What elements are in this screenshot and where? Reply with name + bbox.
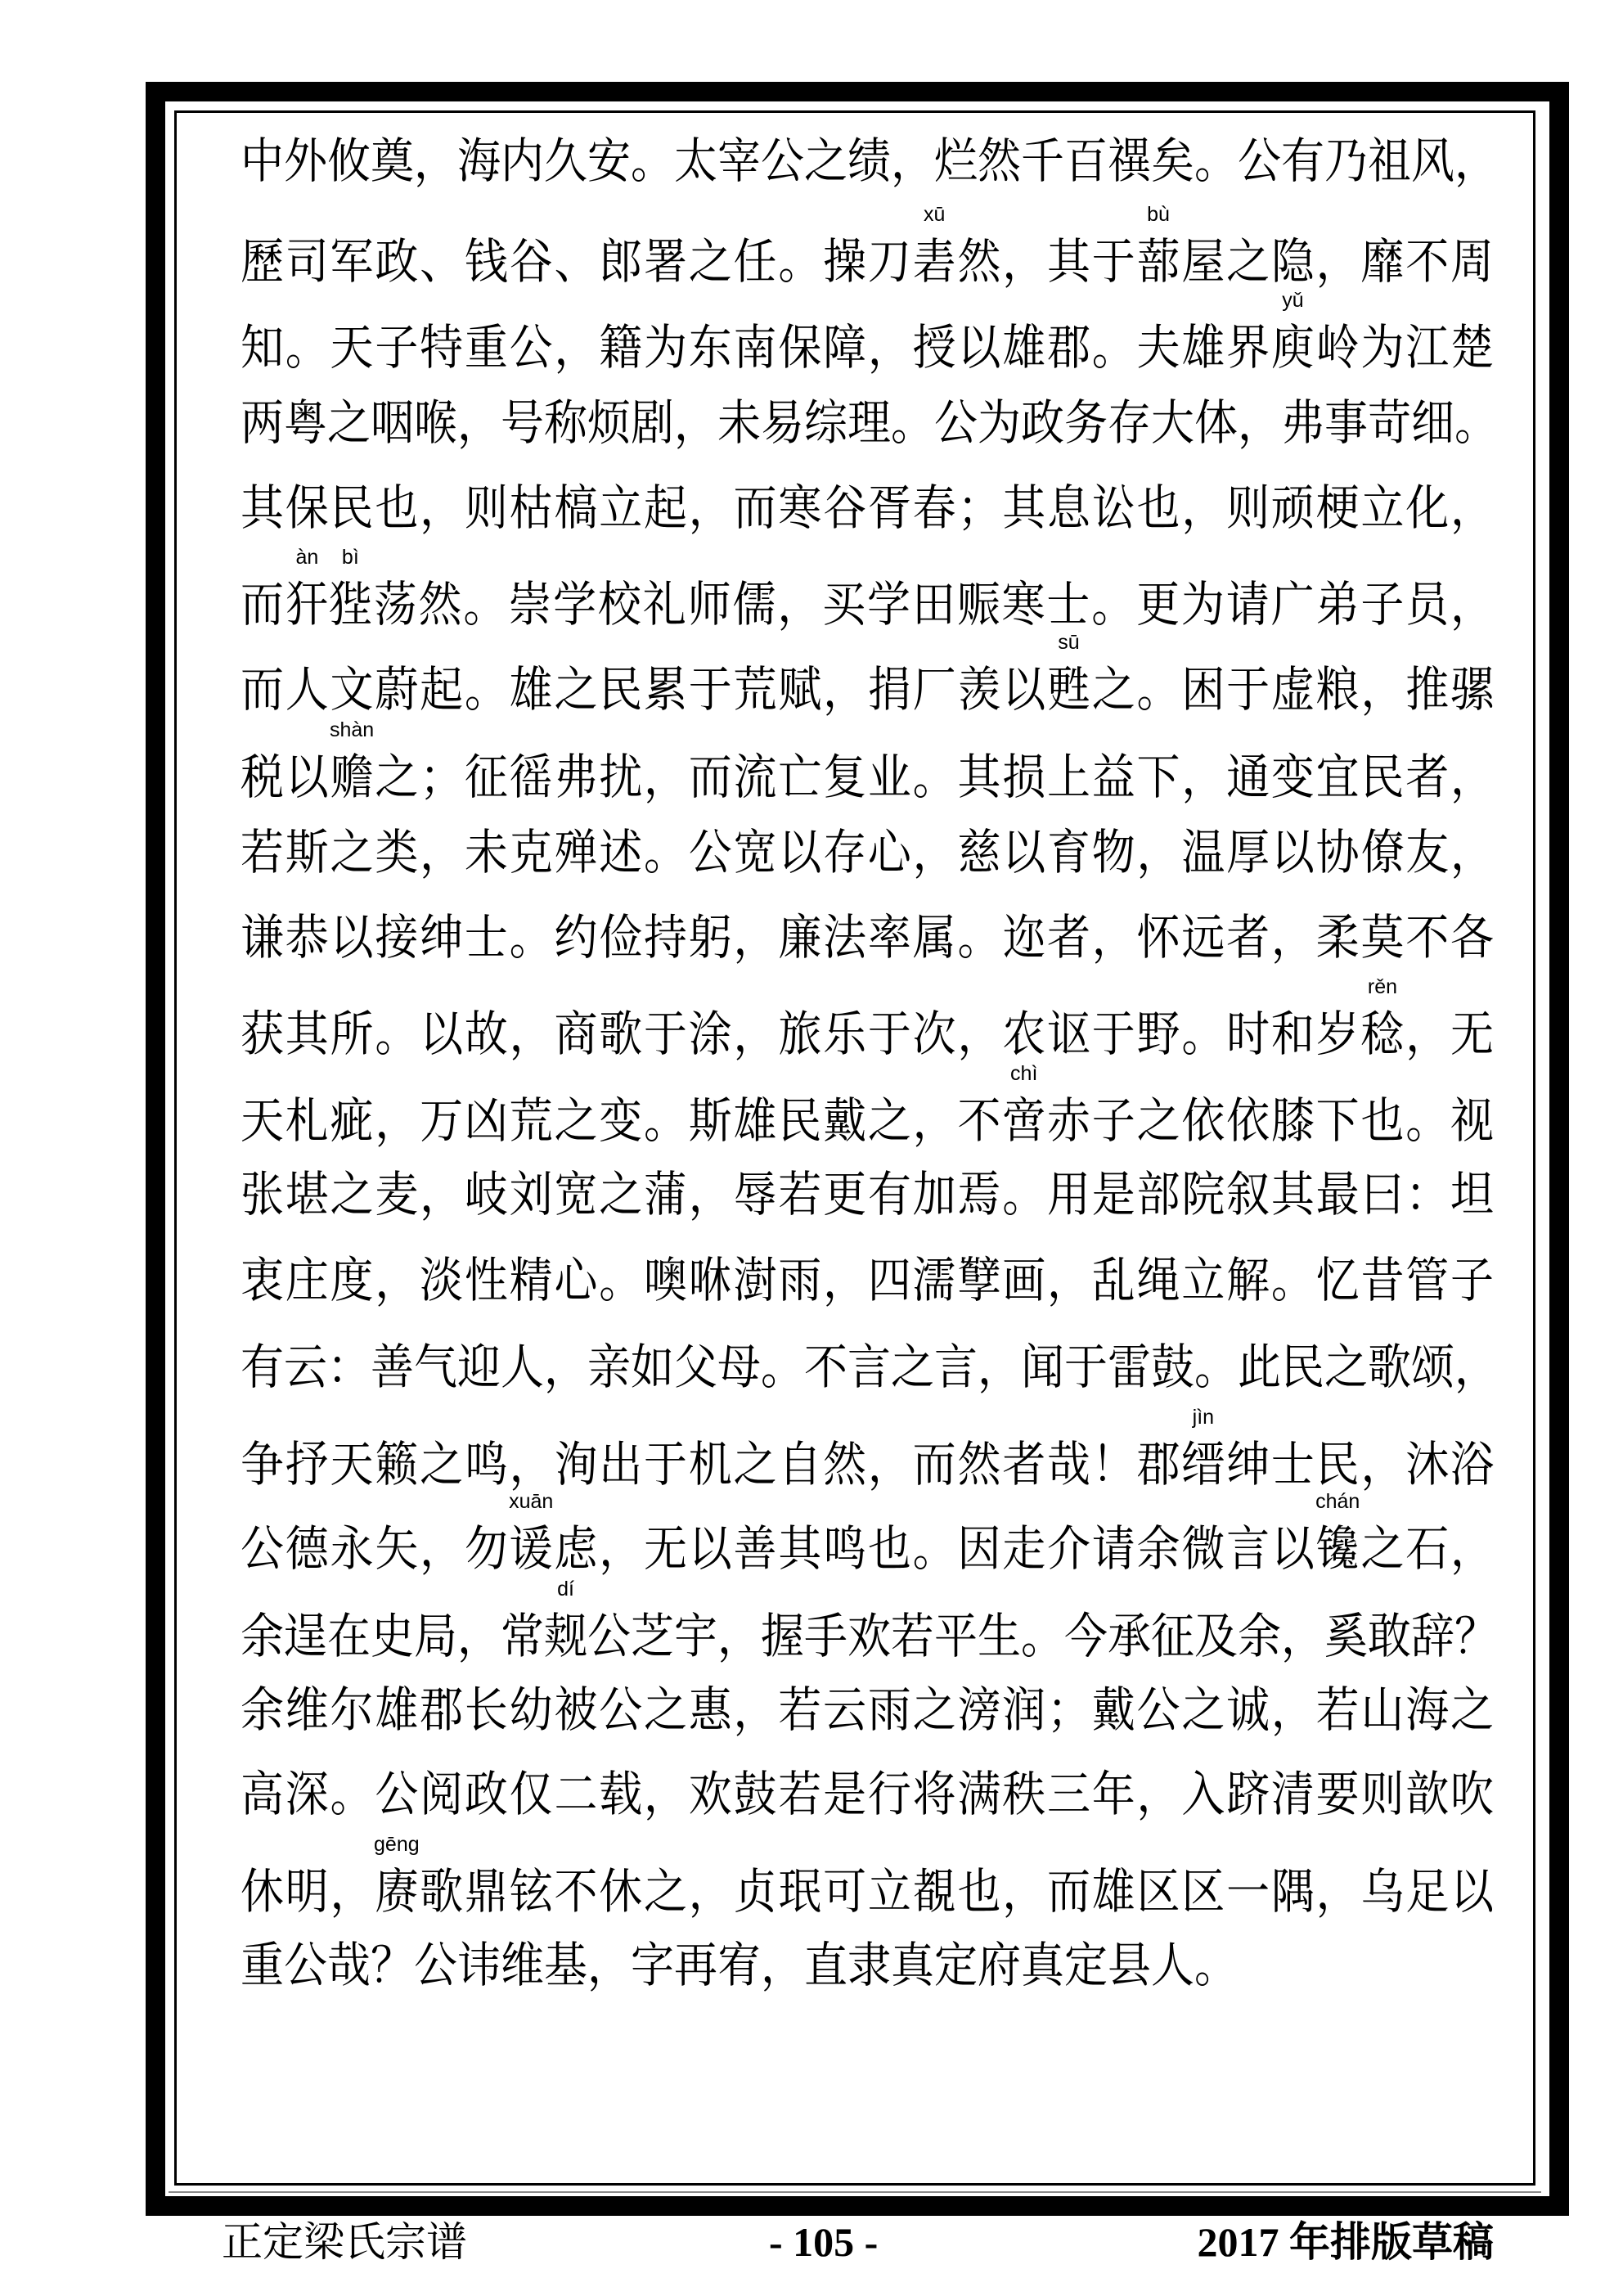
text-segment: 之；征徭弗扰，而流亡复业。其损上益下，通变宜民者， bbox=[373, 751, 1495, 805]
text-line bbox=[241, 910, 1494, 966]
text-segment: 歌鼎铉不休之，贞珉可立覩也，而雄区区一隅，乌足以 bbox=[418, 1866, 1495, 1920]
text-segment: 两粤之咽喉，号称烦剧，未易综理。公为政务存大体，弗事苛细。 bbox=[241, 397, 1498, 451]
text-segment: 余逞在史局，常 bbox=[241, 1610, 544, 1664]
text-line bbox=[241, 1253, 1494, 1309]
annotated-character bbox=[285, 545, 329, 633]
pinyin-annotation: àn bbox=[295, 545, 319, 569]
text-segment: 天札疵，万凶荒之变。斯雄民戴之，不 bbox=[241, 1095, 1003, 1149]
text-segment: 其保民也，则枯槁立起，而寒谷胥春；其息讼也，则顽梗立化， bbox=[241, 482, 1494, 536]
annotated-character-text: 甦 bbox=[1047, 664, 1090, 718]
text-segment: 公芝宇，握手欢若平生。今承征及余，奚敢辞？ bbox=[587, 1610, 1498, 1664]
text-segment: 余维尔雄郡长幼被公之惠，若云雨之滂润；戴公之诚，若山海之 bbox=[241, 1684, 1494, 1738]
text-line bbox=[241, 1938, 1494, 1994]
pinyin-annotation: chán bbox=[1315, 1489, 1360, 1513]
annotated-character-text: 赡 bbox=[330, 751, 374, 805]
annotated-character-text: 谖 bbox=[509, 1523, 553, 1577]
text-segment: 谦恭以接绅士。约俭持躬，廉法率属。迩者，怀远者，柔莫不各 bbox=[241, 912, 1494, 966]
annotated-character bbox=[1136, 202, 1180, 290]
text-segment: 税以 bbox=[241, 751, 330, 805]
text-segment: 张堪之麦，岐刘宽之蒲，辱若更有加焉。用是部院叙其最曰：坦 bbox=[241, 1168, 1494, 1222]
annotated-character bbox=[374, 1832, 420, 1920]
annotated-character bbox=[912, 202, 956, 290]
text-line bbox=[241, 545, 1495, 633]
pinyin-annotation: gēng bbox=[374, 1832, 420, 1856]
footer-page-number: - 105 - bbox=[769, 2219, 879, 2265]
pinyin-annotation: rěn bbox=[1367, 975, 1398, 998]
text-line bbox=[241, 1489, 1495, 1578]
text-segment: 绅士民，沐浴 bbox=[1225, 1438, 1495, 1492]
annotated-character bbox=[1047, 630, 1090, 718]
text-segment: 衷庄度，淡性精心。噢咻澍雨，四濡孼画，乱绳立解。忆昔管子 bbox=[241, 1254, 1494, 1308]
pinyin-annotation: xū bbox=[923, 202, 946, 226]
text-segment: 然，其于 bbox=[955, 236, 1137, 290]
footer-book-title: 正定梁氏宗谱 bbox=[222, 2219, 467, 2265]
text-line bbox=[241, 1061, 1495, 1150]
footer-draft-note: 2017 年排版草稿 bbox=[1197, 2219, 1494, 2265]
text-line bbox=[241, 718, 1495, 806]
pinyin-annotation: jìn bbox=[1192, 1405, 1215, 1429]
text-segment: 公德永矢，勿 bbox=[241, 1523, 510, 1577]
text-segment: 知。天子特重公，籍为东南保障，授以雄郡。夫雄界 bbox=[241, 322, 1271, 376]
pinyin-annotation: sū bbox=[1058, 630, 1080, 654]
annotated-character-text: 狴 bbox=[328, 579, 372, 633]
text-line bbox=[241, 1339, 1498, 1396]
pinyin-annotation: chì bbox=[1010, 1061, 1038, 1085]
pinyin-annotation: bì bbox=[341, 545, 359, 569]
annotated-character bbox=[1270, 288, 1315, 376]
pinyin-annotation: yǔ bbox=[1282, 288, 1304, 312]
text-segment: 屋之隐，靡不周 bbox=[1180, 236, 1495, 290]
text-segment: 争抒天籁之鸣，洵出于机之自然，而然者哉！郡 bbox=[241, 1438, 1182, 1492]
annotated-character bbox=[544, 1577, 587, 1665]
text-segment: 中外攸奠，海内久安。太宰公之绩，烂然千百禩矣。公有乃祖风， bbox=[241, 135, 1498, 189]
annotated-character bbox=[509, 1489, 554, 1578]
annotated-character bbox=[1181, 1405, 1225, 1493]
annotated-character-text: 觌 bbox=[544, 1610, 587, 1664]
text-segment: 获其所。以故，商歌于涂，旅乐于次，农讴于野。时和岁 bbox=[241, 1008, 1361, 1062]
text-line bbox=[241, 1167, 1494, 1223]
text-line bbox=[241, 395, 1498, 452]
annotated-character bbox=[1360, 975, 1405, 1063]
pinyin-annotation: bù bbox=[1147, 202, 1170, 226]
annotated-character bbox=[329, 718, 375, 806]
annotated-character-text: 蔀 bbox=[1136, 236, 1180, 290]
text-segment: 高深。公阅政仅二载，欢鼓若是行将满秩三年，入跻清要则歆吹 bbox=[241, 1768, 1494, 1822]
annotated-character bbox=[1315, 1489, 1360, 1578]
text-line bbox=[241, 480, 1494, 537]
annotated-character-text: 稔 bbox=[1360, 1008, 1405, 1062]
text-segment: 而人文蔚起。雄之民累于荒赋，捐厂羡以 bbox=[241, 664, 1047, 718]
text-line bbox=[241, 133, 1498, 190]
text-segment: 重公哉？公讳维基，字再宥，直隶真定府真定县人。 bbox=[241, 1939, 1238, 1993]
text-segment: 休明， bbox=[241, 1866, 375, 1920]
pinyin-annotation: shàn bbox=[329, 718, 375, 741]
text-line bbox=[241, 1767, 1494, 1823]
text-segment: 荡然。崇学校礼师儒，买学田赈寒士。更为请广弟子员， bbox=[371, 579, 1495, 633]
text-segment: 岭为江楚 bbox=[1314, 322, 1495, 376]
text-line bbox=[241, 1682, 1494, 1739]
annotated-character-text: 镵 bbox=[1315, 1523, 1360, 1577]
text-segment: 虑，无以善其鸣也。因走介请余微言以 bbox=[552, 1523, 1316, 1577]
text-segment: 之。困于虚粮，推骡 bbox=[1090, 664, 1494, 718]
annotated-character bbox=[328, 545, 372, 633]
text-line bbox=[241, 975, 1495, 1063]
annotated-character-text: 缙 bbox=[1181, 1438, 1225, 1492]
text-line bbox=[241, 1405, 1495, 1493]
text-line bbox=[241, 202, 1495, 290]
text-segment: 而 bbox=[241, 579, 285, 633]
text-segment: ，无 bbox=[1404, 1008, 1495, 1062]
annotated-character-text: 赓 bbox=[375, 1866, 419, 1920]
text-segment: 赤子之依依膝下也。视 bbox=[1045, 1095, 1495, 1149]
text-line bbox=[241, 1577, 1498, 1665]
text-segment: 若斯之类，未克殚述。公宽以存心，慈以育物，温厚以协僚友， bbox=[241, 826, 1494, 880]
text-segment: 之石， bbox=[1359, 1523, 1495, 1577]
annotated-character bbox=[1002, 1061, 1046, 1150]
pinyin-annotation: dí bbox=[557, 1577, 574, 1600]
annotated-character-text: 砉 bbox=[912, 236, 956, 290]
text-line bbox=[241, 825, 1494, 881]
text-segment: 歷司军政、钱谷、郎署之任。操刀 bbox=[241, 236, 913, 290]
pinyin-annotation: xuān bbox=[509, 1489, 554, 1513]
annotated-character-text: 啻 bbox=[1002, 1095, 1046, 1149]
text-line bbox=[241, 630, 1494, 718]
annotated-character-text: 庾 bbox=[1270, 322, 1315, 376]
annotated-character-text: 犴 bbox=[285, 579, 329, 633]
text-line bbox=[241, 1832, 1495, 1920]
text-line bbox=[241, 288, 1495, 376]
text-segment: 有云：善气迎人，亲如父母。不言之言，闻于雷鼓。此民之歌颂， bbox=[241, 1341, 1498, 1395]
